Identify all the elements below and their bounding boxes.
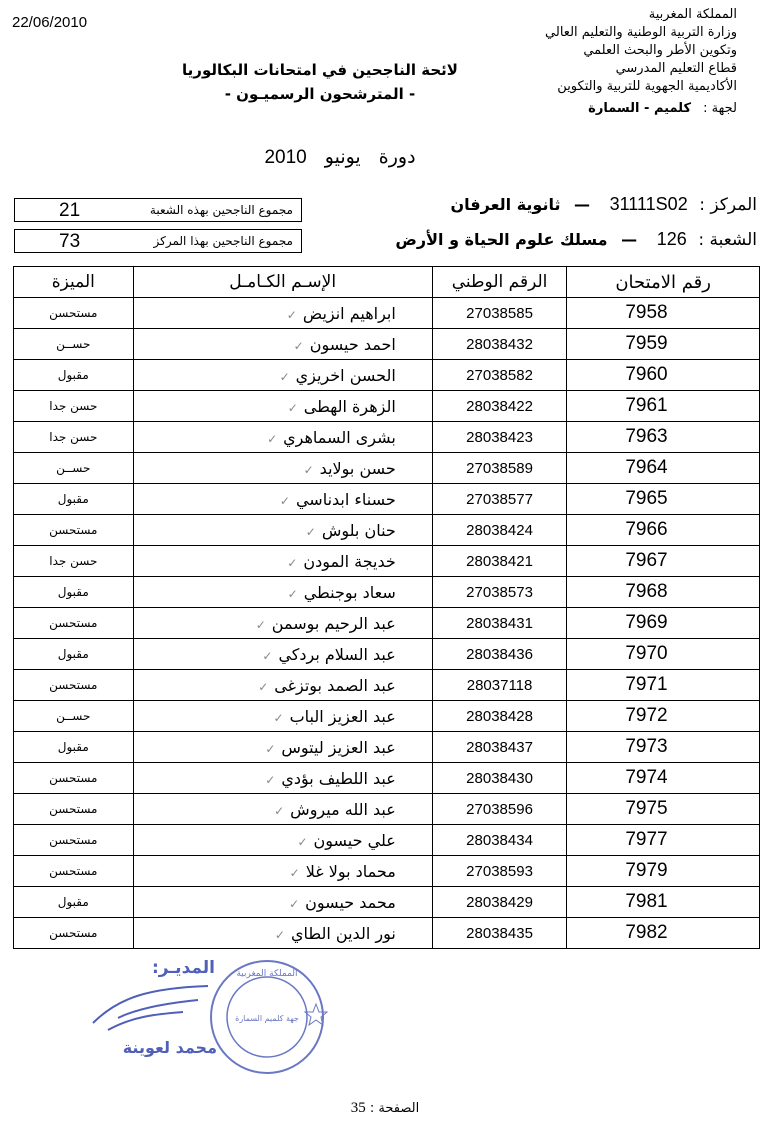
mention-cell-text: حســن <box>56 461 91 475</box>
exam-number-cell <box>567 732 760 763</box>
national-number-cell-text: 28038424 <box>466 521 533 539</box>
ministry-line: قطاع التعليم المدرسي <box>615 61 737 76</box>
national-number-cell-text: 28038429 <box>466 893 533 911</box>
exam-number-cell-text: 7964 <box>625 457 668 478</box>
mention-cell-text: مقبول <box>57 647 89 661</box>
signature-scribble <box>88 978 218 1038</box>
exam-number-cell-text: 7975 <box>625 798 668 819</box>
full-name-cell-text: عبد الله ميروش <box>290 799 396 819</box>
director-name: محمد لعوينة <box>122 1038 217 1057</box>
branch-name: مسلك علوم الحياة و الأرض <box>395 230 608 249</box>
full-name-cell <box>133 298 432 329</box>
table-row <box>14 329 760 360</box>
national-number-cell <box>432 577 567 608</box>
national-number-cell-text: 28038434 <box>466 831 533 849</box>
national-number-cell <box>432 887 567 918</box>
table-row <box>14 825 760 856</box>
national-number-cell <box>432 639 567 670</box>
mention-cell-text: مستحسن <box>49 833 98 847</box>
exam-number-cell <box>567 391 760 422</box>
full-name-cell-text: الحسن اخريزي <box>295 365 396 385</box>
branch-total-label: مجموع الناجحين بهذه الشعبة <box>149 203 293 217</box>
full-name-cell <box>133 701 432 732</box>
table-row <box>14 763 760 794</box>
national-number-cell <box>432 856 567 887</box>
full-name-cell-text: حسن بولايد <box>319 458 396 478</box>
full-name-cell-text: نور الدين الطاي <box>290 923 396 943</box>
mention-cell-text: مقبول <box>57 895 89 909</box>
mention-cell-text: مستحسن <box>49 864 98 878</box>
mention-cell-text: مقبول <box>57 368 89 382</box>
mention-cell <box>14 329 134 360</box>
full-name-cell-text: عبد الصمد بوتزغى <box>274 675 396 695</box>
official-stamp <box>206 956 328 1078</box>
ministry-header <box>477 6 737 118</box>
region-value: كلميم - السمارة <box>588 101 692 116</box>
national-number-cell-text: 27038585 <box>466 304 533 322</box>
full-name-cell-text: ابراهيم انزيض <box>302 303 396 323</box>
check-mark-icon: ✓ <box>279 369 290 384</box>
table-row <box>14 422 760 453</box>
exam-number-cell-text: 7968 <box>625 581 668 602</box>
national-number-cell <box>432 546 567 577</box>
mention-cell-text: حســن <box>56 709 91 723</box>
exam-number-cell-text: 7973 <box>625 736 668 757</box>
national-number-cell <box>432 391 567 422</box>
national-number-cell-text: 28038432 <box>466 335 533 353</box>
table-row <box>14 732 760 763</box>
full-name-cell-text: علي حيسون <box>313 830 396 850</box>
national-number-cell-text: 27038573 <box>466 583 533 601</box>
national-number-cell <box>432 515 567 546</box>
mention-cell <box>14 515 134 546</box>
table-row <box>14 794 760 825</box>
session-month: يونيو <box>324 146 361 168</box>
check-mark-icon: ✓ <box>287 400 298 415</box>
branch-dash: — <box>621 230 638 249</box>
table-row <box>14 360 760 391</box>
table-header-row <box>14 267 760 298</box>
exam-number-cell-text: 7981 <box>625 891 668 912</box>
mention-cell <box>14 701 134 732</box>
national-number-cell <box>432 329 567 360</box>
mention-cell-text: حسن جدا <box>49 399 98 413</box>
table-row <box>14 484 760 515</box>
check-mark-icon: ✓ <box>265 772 276 787</box>
national-number-cell <box>432 608 567 639</box>
exam-number-cell <box>567 794 760 825</box>
national-number-cell <box>432 360 567 391</box>
center-info <box>451 194 757 215</box>
national-number-cell-text: 28038435 <box>466 924 533 942</box>
full-name-cell-text: خديجة المودن <box>303 551 396 571</box>
center-total-label: مجموع الناجحين بهذا المركز <box>153 234 293 248</box>
check-mark-icon: ✓ <box>267 431 278 446</box>
table-row <box>14 391 760 422</box>
ministry-line: وزارة التربية الوطنية والتعليم العالي <box>545 25 737 40</box>
national-number-cell <box>432 298 567 329</box>
exam-number-cell <box>567 918 760 949</box>
full-name-cell <box>133 577 432 608</box>
full-name-cell <box>133 732 432 763</box>
check-mark-icon: ✓ <box>293 338 304 353</box>
center-label: المركز : <box>699 195 757 215</box>
branch-code: 126 <box>656 229 687 249</box>
mention-cell <box>14 546 134 577</box>
mention-cell <box>14 453 134 484</box>
mention-cell-text: حســن <box>56 337 91 351</box>
ministry-line: المملكة المغربية <box>648 7 737 22</box>
exam-number-cell-text: 7977 <box>625 829 668 850</box>
page-footer <box>300 1100 470 1117</box>
table-row <box>14 670 760 701</box>
full-name-cell <box>133 515 432 546</box>
mention-cell-text: مقبول <box>57 492 89 506</box>
exam-number-cell <box>567 360 760 391</box>
exam-number-cell <box>567 484 760 515</box>
ministry-line: وتكوين الأطر والبحث العلمي <box>583 43 737 58</box>
national-number-cell-text: 27038582 <box>466 366 533 384</box>
national-number-cell-text: 28038430 <box>466 769 533 787</box>
page-label: الصفحة : <box>369 1101 420 1116</box>
national-number-cell-text: 28038436 <box>466 645 533 663</box>
national-number-cell-text: 28037118 <box>466 676 533 694</box>
mention-cell <box>14 763 134 794</box>
session-line <box>240 146 440 169</box>
mention-cell <box>14 484 134 515</box>
exam-number-cell <box>567 329 760 360</box>
national-number-cell <box>432 701 567 732</box>
national-number-cell <box>432 732 567 763</box>
national-number-cell-text: 27038593 <box>466 862 533 880</box>
exam-number-cell-text: 7959 <box>625 333 668 354</box>
exam-number-cell-text: 7958 <box>625 302 668 323</box>
full-name-cell <box>133 639 432 670</box>
session-word: دورة <box>378 146 416 168</box>
full-name-cell <box>133 670 432 701</box>
mention-cell-text: مستحسن <box>49 306 98 320</box>
table-row <box>14 546 760 577</box>
mention-cell <box>14 918 134 949</box>
full-name-cell <box>133 608 432 639</box>
exam-number-cell <box>567 577 760 608</box>
exam-number-cell <box>567 825 760 856</box>
print-date: 22/06/2010 <box>12 14 88 31</box>
full-name-cell <box>133 360 432 391</box>
ministry-line: الأكاديمية الجهوية للتربية والتكوين <box>557 79 737 94</box>
full-name-cell <box>133 763 432 794</box>
full-name-cell-text: حنان بلوش <box>321 520 396 540</box>
center-dash: — <box>574 195 591 214</box>
full-name-cell <box>133 825 432 856</box>
mention-cell <box>14 639 134 670</box>
mention-cell <box>14 887 134 918</box>
exam-number-cell-text: 7979 <box>625 860 668 881</box>
table-row <box>14 701 760 732</box>
check-mark-icon: ✓ <box>289 865 300 880</box>
exam-number-cell <box>567 856 760 887</box>
mention-cell <box>14 391 134 422</box>
national-number-cell-text: 28038428 <box>466 707 533 725</box>
center-total-box <box>14 229 302 253</box>
exam-number-cell <box>567 515 760 546</box>
national-number-cell <box>432 825 567 856</box>
check-mark-icon: ✓ <box>289 896 300 911</box>
check-mark-icon: ✓ <box>303 462 314 477</box>
stamp-center-text: جهة كلميم السمارة <box>235 1014 299 1023</box>
check-mark-icon: ✓ <box>297 834 308 849</box>
header-exam-number: رقم الامتحان <box>567 267 760 298</box>
national-number-cell-text: 28038437 <box>466 738 533 756</box>
check-mark-icon: ✓ <box>262 648 273 663</box>
national-number-cell <box>432 484 567 515</box>
table-row <box>14 918 760 949</box>
stamp-top-text: المملكة المغربية <box>236 969 298 979</box>
exam-number-cell-text: 7961 <box>625 395 668 416</box>
exam-number-cell <box>567 298 760 329</box>
exam-number-cell-text: 7969 <box>625 612 668 633</box>
national-number-cell-text: 28038431 <box>466 614 533 632</box>
header-national-number: الرقم الوطني <box>432 267 567 298</box>
national-number-cell <box>432 422 567 453</box>
full-name-cell <box>133 856 432 887</box>
exam-number-cell <box>567 422 760 453</box>
exam-number-cell-text: 7972 <box>625 705 668 726</box>
national-number-cell-text: 27038596 <box>466 800 533 818</box>
national-number-cell <box>432 918 567 949</box>
full-name-cell <box>133 546 432 577</box>
center-name: ثانوية العرفان <box>450 195 561 214</box>
check-mark-icon: ✓ <box>279 493 290 508</box>
check-mark-icon: ✓ <box>287 586 298 601</box>
full-name-cell-text: بشرى السماهري <box>283 427 396 447</box>
mention-cell-text: حسن جدا <box>49 430 98 444</box>
full-name-cell <box>133 887 432 918</box>
check-mark-icon: ✓ <box>305 524 316 539</box>
check-mark-icon: ✓ <box>258 679 269 694</box>
check-mark-icon: ✓ <box>274 927 285 942</box>
full-name-cell <box>133 391 432 422</box>
exam-number-cell <box>567 608 760 639</box>
exam-number-cell-text: 7965 <box>625 488 668 509</box>
table-row <box>14 608 760 639</box>
full-name-cell-text: عبد العزيز ليتوس <box>281 737 396 757</box>
title-line-1: لائحة الناجحين في امتحانات البكالوريا <box>182 61 458 79</box>
national-number-cell <box>432 453 567 484</box>
exam-number-cell-text: 7963 <box>625 426 668 447</box>
full-name-cell-text: عبد اللطيف بؤدي <box>281 768 396 788</box>
check-mark-icon: ✓ <box>255 617 266 632</box>
region-line <box>477 100 737 118</box>
branch-total-value: 21 <box>59 200 81 221</box>
national-number-cell <box>432 794 567 825</box>
check-mark-icon: ✓ <box>274 803 285 818</box>
mention-cell <box>14 732 134 763</box>
check-mark-icon: ✓ <box>287 555 298 570</box>
full-name-cell-text: احمد حيسون <box>309 334 396 354</box>
mention-cell <box>14 422 134 453</box>
full-name-cell <box>133 484 432 515</box>
title-line-2: - المترشحون الرسميـون - <box>224 85 416 103</box>
table-row <box>14 887 760 918</box>
branch-label: الشعبة : <box>698 230 757 250</box>
center-code: 31111S02 <box>609 194 688 214</box>
full-name-cell-text: سعاد بوجنطي <box>303 582 396 602</box>
national-number-cell-text: 28038421 <box>466 552 533 570</box>
mention-cell-text: مستحسن <box>49 616 98 630</box>
national-number-cell <box>432 670 567 701</box>
mention-cell <box>14 825 134 856</box>
full-name-cell-text: حسناء ابدناسي <box>295 489 396 509</box>
full-name-cell-text: محمد حيسون <box>305 892 396 912</box>
exam-number-cell-text: 7982 <box>625 922 668 943</box>
mention-cell <box>14 298 134 329</box>
mention-cell <box>14 856 134 887</box>
full-name-cell <box>133 422 432 453</box>
exam-number-cell <box>567 639 760 670</box>
exam-number-cell <box>567 763 760 794</box>
check-mark-icon: ✓ <box>273 710 284 725</box>
table-row <box>14 856 760 887</box>
full-name-cell-text: عبد السلام بردكي <box>278 644 396 664</box>
page-title <box>170 58 470 106</box>
check-mark-icon: ✓ <box>265 741 276 756</box>
national-number-cell-text: 27038589 <box>466 459 533 477</box>
header-mention: الميزة <box>14 267 134 298</box>
exam-number-cell <box>567 546 760 577</box>
national-number-cell-text: 27038577 <box>466 490 533 508</box>
check-mark-icon: ✓ <box>286 307 297 322</box>
mention-cell <box>14 577 134 608</box>
mention-cell-text: مستحسن <box>49 802 98 816</box>
exam-number-cell-text: 7970 <box>625 643 668 664</box>
national-number-cell <box>432 763 567 794</box>
full-name-cell-text: عبد العزيز الباب <box>289 706 396 726</box>
full-name-cell <box>133 329 432 360</box>
full-name-cell-text: محماد بولا غلا <box>305 861 396 881</box>
results-table <box>13 266 760 949</box>
session-year: 2010 <box>264 147 307 168</box>
mention-cell-text: مستحسن <box>49 678 98 692</box>
table-row <box>14 298 760 329</box>
mention-cell-text: مستحسن <box>49 523 98 537</box>
header-full-name: الإسـم الكـامـل <box>133 267 432 298</box>
full-name-cell <box>133 918 432 949</box>
exam-number-cell-text: 7974 <box>625 767 668 788</box>
center-total-value: 73 <box>59 231 81 252</box>
exam-number-cell-text: 7967 <box>625 550 668 571</box>
national-number-cell-text: 28038423 <box>466 428 533 446</box>
exam-number-cell <box>567 701 760 732</box>
mention-cell-text: مقبول <box>57 740 89 754</box>
mention-cell-text: مقبول <box>57 585 89 599</box>
page-number: 35 <box>350 1100 366 1116</box>
director-title: المديـر: <box>152 958 215 978</box>
full-name-cell <box>133 453 432 484</box>
exam-number-cell <box>567 887 760 918</box>
mention-cell-text: مستحسن <box>49 771 98 785</box>
mention-cell <box>14 670 134 701</box>
exam-number-cell-text: 7966 <box>625 519 668 540</box>
table-row <box>14 577 760 608</box>
table-row <box>14 515 760 546</box>
exam-number-cell <box>567 453 760 484</box>
table-row <box>14 639 760 670</box>
full-name-cell-text: الزهرة الهطى <box>303 396 396 416</box>
exam-number-cell-text: 7960 <box>625 364 668 385</box>
full-name-cell <box>133 794 432 825</box>
full-name-cell-text: عبد الرحيم بوسمن <box>271 613 396 633</box>
national-number-cell-text: 28038422 <box>466 397 533 415</box>
exam-number-cell-text: 7971 <box>625 674 668 695</box>
table-row <box>14 453 760 484</box>
region-label: لجهة : <box>703 101 737 116</box>
mention-cell <box>14 360 134 391</box>
branch-info <box>395 229 757 250</box>
mention-cell <box>14 608 134 639</box>
mention-cell-text: حسن جدا <box>49 554 98 568</box>
mention-cell-text: مستحسن <box>49 926 98 940</box>
mention-cell <box>14 794 134 825</box>
branch-total-box <box>14 198 302 222</box>
exam-number-cell <box>567 670 760 701</box>
